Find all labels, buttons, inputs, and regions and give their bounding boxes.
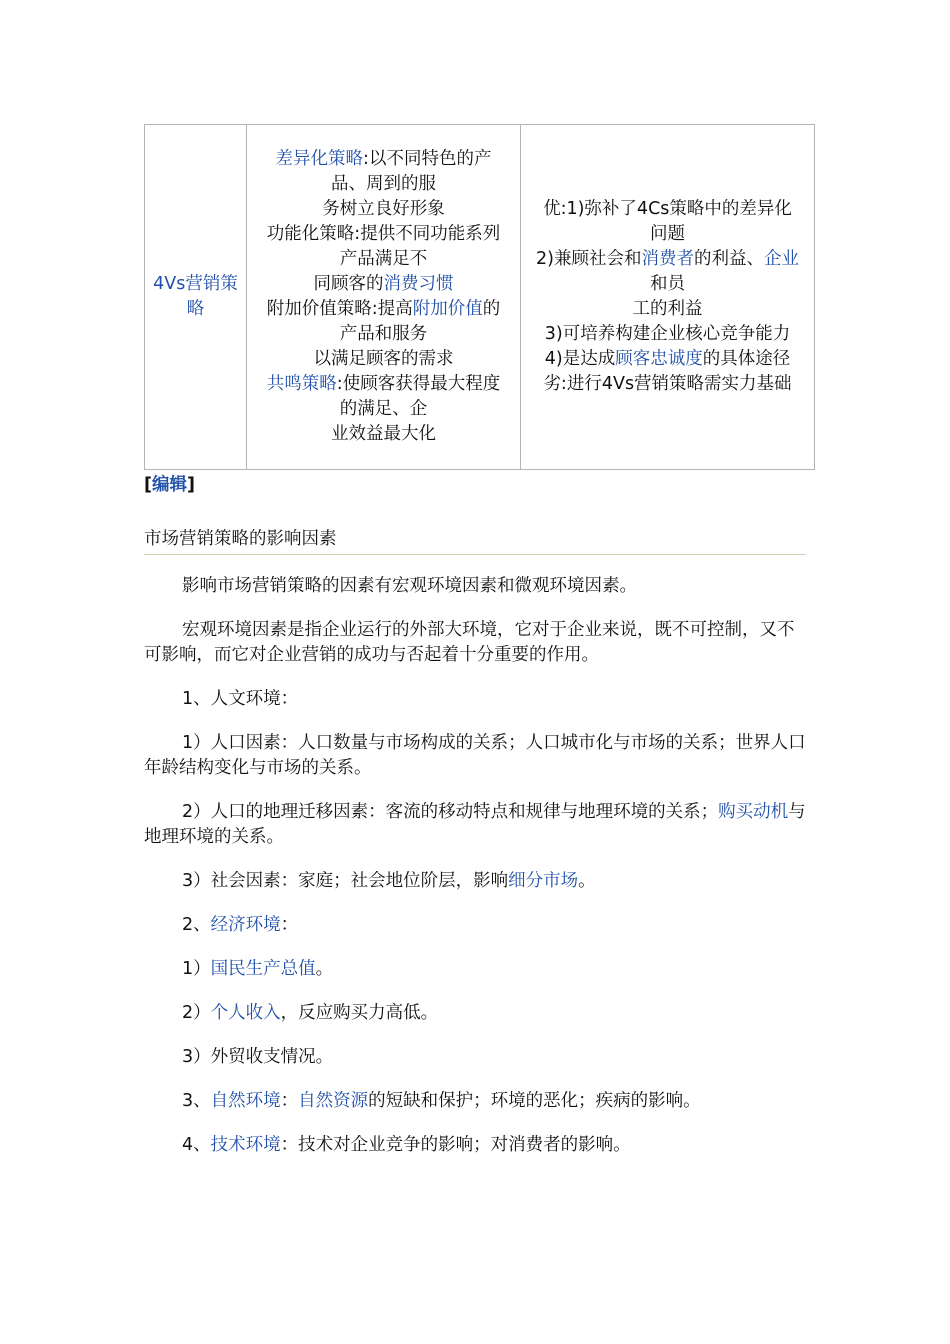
inline-link[interactable]: 企业 [763,249,799,269]
inline-link[interactable]: 附加价值 [412,299,483,319]
text-run: 4、 [182,1135,211,1155]
inline-link[interactable]: 购买动机 [718,802,789,822]
paragraph [144,1001,806,1026]
text-run: ，反应购买力高低。 [280,1003,439,1023]
cell-line [253,397,514,422]
cell-line [253,222,514,247]
text-run: 产品满足不 [339,249,428,269]
text-run: 产品和服务 [339,324,428,344]
text-run: 同顾客的 [313,274,384,294]
text-run: 3）社会因素：家庭；社会地位阶层，影响 [182,871,509,891]
text-run: 优:1)弥补了4Cs策略中的差异化 [543,199,792,219]
cell-line [527,247,808,272]
edit-section [144,473,195,497]
text-run: 2)兼顾社会和 [536,249,642,269]
text-run: 3、 [182,1091,211,1111]
text-run: ：技术对企业竞争的影响；对消费者的影响。 [280,1135,631,1155]
inline-link[interactable]: 共鸣策略 [266,374,337,394]
text-run: 3）外贸收支情况。 [182,1047,334,1067]
cell-line [527,372,808,397]
inline-link[interactable]: 经济环境 [210,915,281,935]
strategy-name-link[interactable]: 4Vs营销策略 [153,274,238,319]
inline-link[interactable]: 国民生产总值 [210,959,316,979]
strategy-name-cell [145,125,247,470]
cell-line [253,247,514,272]
cell-line [527,297,808,322]
text-run: 2）人口的地理迁移因素：客流的移动特点和规律与地理环境的关系； [182,802,719,822]
paragraph [144,869,806,894]
text-run: 的 [482,299,501,319]
inline-link[interactable]: 个人收入 [210,1003,281,1023]
cell-line [527,347,808,372]
cell-line [253,297,514,322]
cell-line [253,147,514,172]
paragraph [144,1133,806,1158]
inline-link[interactable]: 技术环境 [210,1135,281,1155]
text-run: 品、周到的服 [331,174,436,194]
cell-line [527,197,808,222]
text-run: 1） [182,959,211,979]
table-row [145,125,815,470]
article-body [144,574,806,1177]
text-run: 的满足、企 [339,399,428,419]
text-run: ： [280,1091,299,1111]
inline-link[interactable]: 细分市场 [508,871,579,891]
strategy-evaluation-cell [521,125,815,470]
text-run: 附加价值策略:提高 [266,299,413,319]
text-run: 功能化策略:提供不同功能系列 [266,224,501,244]
paragraph [144,574,806,599]
paragraph [144,913,806,938]
cell-line [253,172,514,197]
text-run: 4)是达成 [544,349,616,369]
text-run: 以满足顾客的需求 [313,349,454,369]
inline-link[interactable]: 自然环境 [210,1091,281,1111]
paragraph [144,618,806,668]
paragraph [144,687,806,712]
text-run: 的具体途径 [702,349,791,369]
paragraph [144,800,806,850]
edit-link[interactable]: 编辑 [152,475,187,495]
text-run: 与地理环境的关系。 [144,802,806,847]
inline-link[interactable]: 差异化策略 [275,149,364,169]
text-run: 。 [578,871,596,891]
paragraph [144,957,806,982]
cell-line [527,222,808,247]
text-run: ： [280,915,299,935]
cell-line [527,322,808,347]
text-run: 工的利益 [632,299,703,319]
text-run: 和员 [650,274,685,294]
text-run: 2、 [182,915,211,935]
text-run: 2） [182,1003,211,1023]
text-run: 。 [315,959,334,979]
inline-link[interactable]: 消费习惯 [383,274,454,294]
inline-link[interactable]: 自然资源 [298,1091,369,1111]
section-heading: 市场营销策略的影响因素 [144,527,806,555]
cell-line [253,347,514,372]
text-run: 1）人口因素：人口数量与市场构成的关系；人口城市化与市场的关系；世界人口年龄结构变化与市场的关系。 [144,733,806,778]
strategy-table [144,124,815,470]
text-run: :以不同特色的产 [363,149,492,169]
cell-line [253,272,514,297]
text-run: 问题 [650,224,685,244]
cell-line [253,372,514,397]
cell-line [253,197,514,222]
text-run: :使顾客获得最大程度 [336,374,501,394]
text-run: 影响市场营销策略的因素有宏观环境因素和微观环境因素。 [182,576,637,596]
cell-line [527,272,808,297]
text-run: 业效益最大化 [331,424,436,444]
strategy-content-cell [247,125,521,470]
paragraph [144,731,806,781]
paragraph [144,1045,806,1070]
text-run: 的短缺和保护；环境的恶化；疾病的影响。 [368,1091,701,1111]
text-run: 1、人文环境： [182,689,299,709]
text-run: 宏观环境因素是指企业运行的外部大环境，它对于企业来说，既不可控制，又不可影响，而它对企业营销的成功与否起着十分重要的作用。 [144,620,795,665]
text-run: 3)可培养构建企业核心竞争能力 [544,324,791,344]
cell-line [253,422,514,447]
text-run: 劣:进行4Vs营销策略需实力基础 [543,374,792,394]
inline-link[interactable]: 顾客忠诚度 [615,349,703,369]
text-run: 务树立良好形象 [322,199,445,219]
inline-link[interactable]: 消费者 [641,249,694,269]
paragraph [144,1089,806,1114]
text-run: 的利益、 [693,249,764,269]
cell-line [253,322,514,347]
edit-bracket-open: [ [144,475,152,495]
edit-bracket-close: ] [187,475,195,495]
